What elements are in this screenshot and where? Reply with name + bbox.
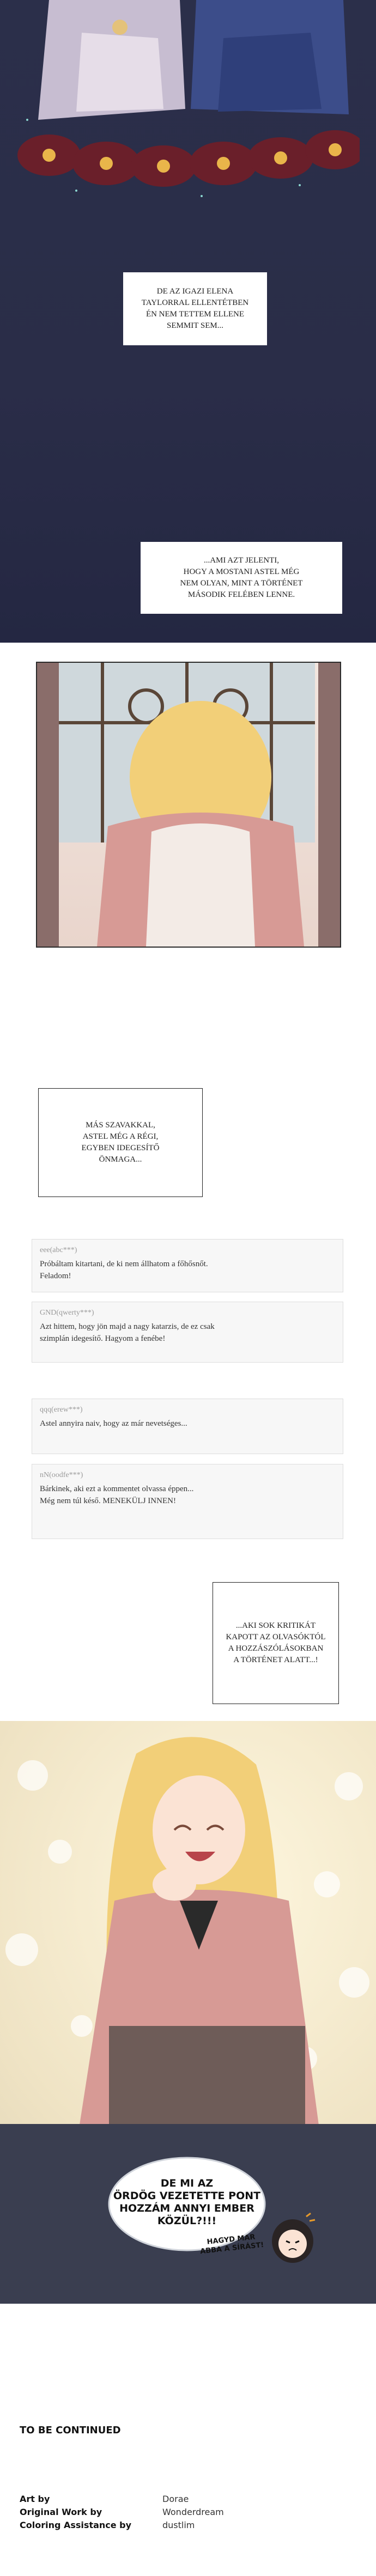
comment-username: GND(qwerty***) <box>40 1309 94 1317</box>
comment-text: Bárkinek, aki ezt a kommentet olvassa éppen... Még nem túl késő. MENEKÜLJ INNEN! <box>40 1485 194 1505</box>
credit-value: dustlim <box>162 2520 195 2530</box>
laughing-character-illustration <box>0 1721 376 2146</box>
comment-card <box>32 1239 343 1292</box>
comment-card <box>32 1302 343 1363</box>
credit-label: Coloring Assistance by <box>20 2520 132 2530</box>
to-be-continued-label: TO BE CONTINUED <box>20 2425 121 2436</box>
comment-username: nN(oodfe***) <box>40 1471 83 1479</box>
comment-card <box>32 1399 343 1454</box>
credit-label: Art by <box>20 2494 50 2504</box>
credit-label: Original Work by <box>20 2507 102 2517</box>
comment-card <box>32 1464 343 1539</box>
comment-username: eee(abc***) <box>40 1246 77 1254</box>
narration-box: ...AKI SOK KRITIKÁT KAPOTT AZ OLVASÓKTÓL A HOZZÁSZÓLÁSOKBAN A TÖRTÉNET ALATT...! <box>213 1582 339 1704</box>
window-scene-panel <box>36 662 341 948</box>
speech-bubble-text: DE MI AZ ÖRDÖG VEZETETTE PONT HOZZÁM ANNYI EMBER KÖZÜL?!!! <box>113 2177 261 2227</box>
side-remark-text: HAGYD MAR ABBA A SÍRÁST! <box>199 2233 264 2256</box>
laughing-scene-panel <box>0 1721 376 2146</box>
window-scene-illustration <box>37 663 340 947</box>
chibi-character-icon <box>268 2211 317 2266</box>
narration-box: MÁS SZAVAKKAL, ASTEL MÉG A RÉGI, EGYBEN IDEGESÍTŐ ÖNMAGA... <box>38 1088 203 1197</box>
credit-value: Dorae <box>162 2494 189 2504</box>
comment-username: qqq(erew***) <box>40 1406 83 1414</box>
comment-text: Azt hittem, hogy jön majd a nagy katarzis, de ez csak szimplán idegesítő. Hagyom a fenébe! <box>40 1322 215 1343</box>
credit-value: Wonderdream <box>162 2507 224 2517</box>
comment-text: Astel annyira naiv, hogy az már nevetséges... <box>40 1419 187 1428</box>
top-illustration <box>16 0 360 202</box>
narration-box: ...AMI AZT JELENTI, HOGY A MOSTANI ASTEL MÉG NEM OLYAN, MINT A TÖRTÉNET MÁSODIK FELÉBEN LENNE. <box>141 542 342 614</box>
comment-text: Próbáltam kitartani, de ki nem állhatom a főhősnőt. Feladom! <box>40 1260 208 1280</box>
narration-box: DE AZ IGAZI ELENA TAYLORRAL ELLENTÉTBEN ÉN NEM TETTEM ELLENE SEMMIT SEM... <box>123 272 267 345</box>
